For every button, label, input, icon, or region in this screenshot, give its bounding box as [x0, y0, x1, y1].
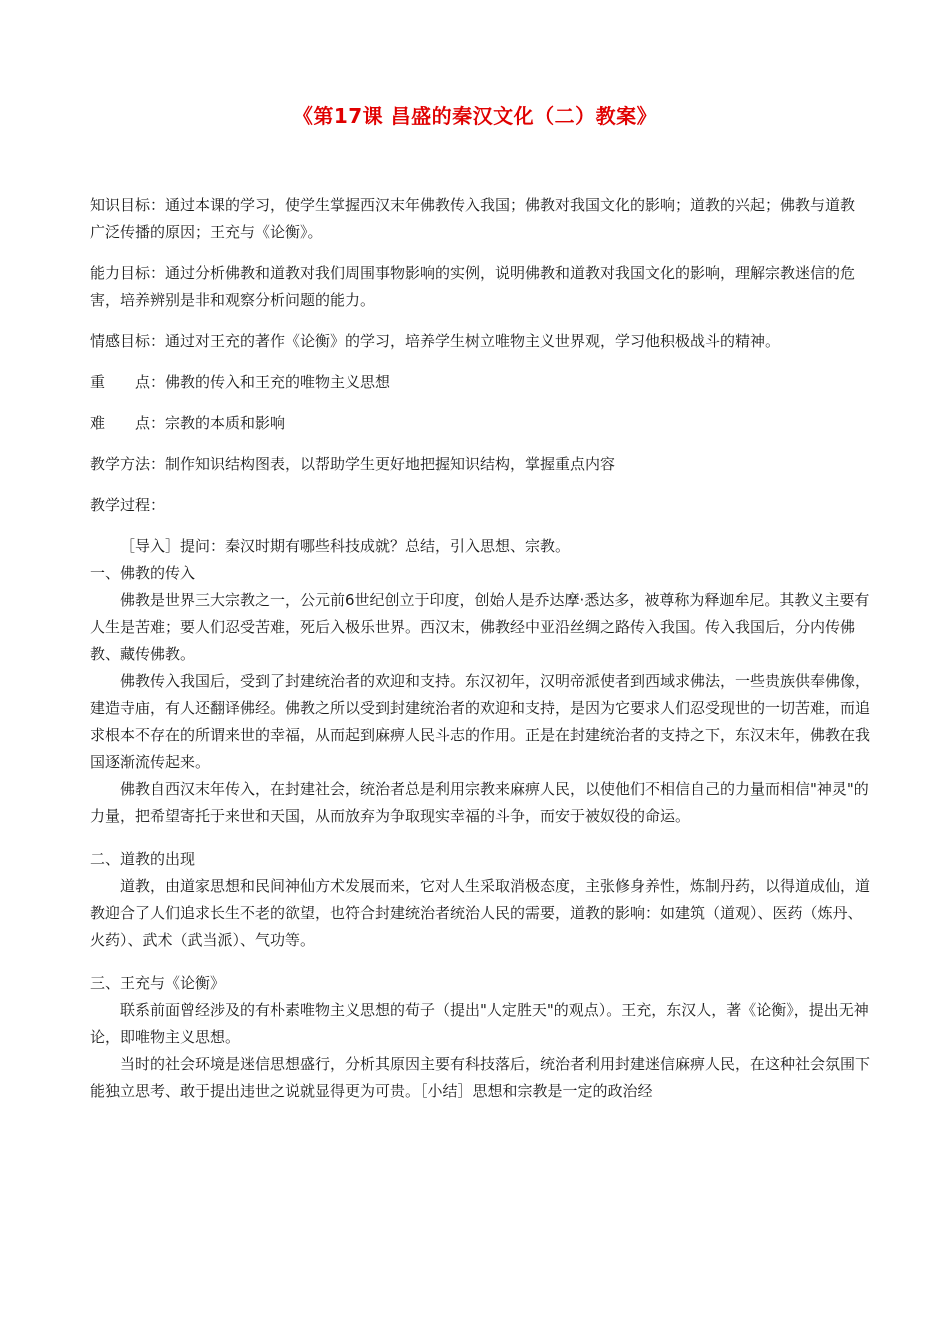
section-paragraph: 佛教传入我国后，受到了封建统治者的欢迎和支持。东汉初年，汉明帝派使者到西域求佛法，一些贵族供奉佛像，建造寺庙，有人还翻译佛经。佛教之所以受到封建统治者的欢迎和支持，是因为它要求人们忍受现世的一切苦难，而追求根本不存在的所谓来世的幸福，从而起到麻痹人民斗志的作用。正是在封建统治者的支持之下，东汉末年，佛教在我国逐渐流传起来。 — [90, 672, 871, 771]
objective-text: 通过分析佛教和道教对我们周围事物影响的实例，说明佛教和道教对我国文化的影响，理解宗教迷信的危害，培养辨别是非和观察分析问题的能力。 — [90, 264, 856, 309]
method-text: 制作知识结构图表，以帮助学生更好地把握知识结构，掌握重点内容 — [165, 455, 616, 473]
objective-label: 知识目标： — [90, 196, 166, 214]
section-paragraph: 佛教是世界三大宗教之一，公元前6世纪创立于印度，创始人是乔达摩·悉达多，被尊称为释迦牟尼。其教义主要有人生是苦难；要人们忍受苦难，死后入极乐世界。西汉末，佛教经中亚沿丝绸之路传入我国。传入我国后，分内传佛教、藏传佛教。 — [90, 591, 870, 663]
objective-text: 通过对王充的著作《论衡》的学习，培养学生树立唯物主义世界观，学习他积极战斗的精神。 — [165, 332, 781, 350]
section-paragraph: 当时的社会环境是迷信思想盛行，分析其原因主要有科技落后，统治者利用封建迷信麻痹人民，在这种社会氛围下能独立思考、敢于提出违世之说就显得更为可贵。［小结］思想和宗教是一定的政治经 — [90, 1055, 871, 1100]
objective-label: 情感目标： — [90, 332, 166, 350]
section-heading: 一、佛教的传入 — [90, 564, 196, 582]
knowledge-objective — [90, 192, 870, 246]
teaching-method — [90, 451, 870, 478]
difficulty-text: 宗教的本质和影响 — [165, 414, 286, 432]
difficulty — [90, 410, 870, 437]
process-label: 教学过程： — [90, 496, 166, 514]
objective-text: 通过本课的学习，使学生掌握西汉末年佛教传入我国；佛教对我国文化的影响；道教的兴起；佛教与道教广泛传播的原因；王充与《论衡》。 — [90, 196, 856, 241]
section-paragraph: 道教，由道家思想和民间神仙方术发展而来，它对人生采取消极态度，主张修身养性，炼制丹药，以得道成仙，道教迎合了人们追求长生不老的欲望，也符合封建统治者统治人民的需要，道教的影响：如建筑（道观）、医药（炼丹、火药）、武术（武当派）、气功等。 — [90, 877, 871, 949]
section-paragraph: 佛教自西汉末年传入，在封建社会，统治者总是利用宗教来麻痹人民，以使他们不相信自己的力量而相信"神灵"的力量，把希望寄托于来世和天国，从而放弃为争取现实幸福的斗争，而安于被奴役的命运。 — [90, 780, 869, 825]
document-body — [90, 192, 870, 1105]
key-point-label: 重 点： — [90, 373, 166, 391]
objective-label: 能力目标： — [90, 264, 166, 282]
emotion-objective — [90, 328, 870, 355]
section-paragraph: 联系前面曾经涉及的有朴素唯物主义思想的荀子（提出"人定胜天"的观点）。王充，东汉人，著《论衡》，提出无神论，即唯物主义思想。 — [90, 1001, 869, 1046]
ability-objective — [90, 260, 870, 314]
difficulty-label: 难 点： — [90, 414, 166, 432]
page-title: 《第17课 昌盛的秦汉文化（二）教案》 — [292, 104, 658, 128]
method-label: 教学方法： — [90, 455, 166, 473]
intro-paragraph: ［导入］提问：秦汉时期有哪些科技成就？总结，引入思想、宗教。 — [120, 537, 571, 555]
section-heading: 三、王充与《论衡》 — [90, 974, 226, 992]
section-heading: 二、道教的出现 — [90, 850, 196, 868]
key-point — [90, 369, 870, 396]
key-point-text: 佛教的传入和王充的唯物主义思想 — [165, 373, 391, 391]
